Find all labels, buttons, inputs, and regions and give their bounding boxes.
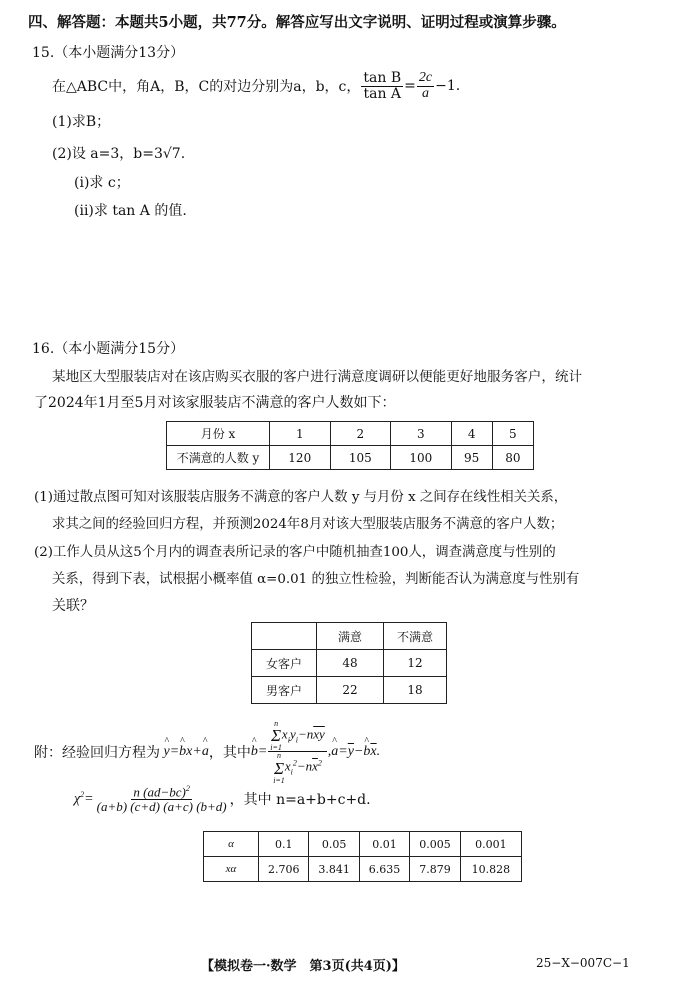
equals-sign: = <box>404 78 416 95</box>
chi-square-symbol: $\chi^2=$ <box>74 790 94 808</box>
table-cell: 不满意的人数 y <box>167 446 270 470</box>
table-cell: 5 <box>492 422 533 446</box>
q15-part1: (1)求B； <box>52 114 111 130</box>
appendix-prefix: 附：经验回归方程为 <box>34 744 160 761</box>
table-cell: 1 <box>270 422 331 446</box>
table-row <box>167 422 534 446</box>
table-cell: 2 <box>330 422 391 446</box>
q16-header: 16.（本小题满分15分） <box>32 341 185 357</box>
appendix-mid: ，其中 <box>208 744 251 761</box>
tan-ratio-numerator: tan B <box>363 70 402 86</box>
table-cell: 男客户 <box>252 677 317 704</box>
footer-page-info: 【模拟卷一·数学 第3页(共4页)】 <box>201 959 405 974</box>
q15-stem <box>52 71 460 101</box>
a-denominator: a <box>421 85 429 101</box>
table-cell: 0.01 <box>359 832 409 857</box>
critical-value-table <box>203 831 522 882</box>
chi-square-numerator: n $(ad-bc)^2$ <box>133 784 190 800</box>
table-cell: 0.001 <box>460 832 521 857</box>
table-cell: 0.005 <box>410 832 460 857</box>
table-cell: 女客户 <box>252 650 317 677</box>
q16-line1: 某地区大型服装店对在该店购买衣服的客户进行满意度调研以便能更好地服务客户，统计 <box>52 369 583 385</box>
satisfaction-gender-table <box>251 622 447 704</box>
q15-header: 15.（本小题满分13分） <box>32 45 185 61</box>
month-complaints-table <box>166 421 534 470</box>
table-cell: 满意 <box>317 623 384 650</box>
footer-code: 25−X−007C−1 <box>536 956 630 970</box>
table-cell: 80 <box>492 446 533 470</box>
2c-numerator: 2c <box>418 70 433 85</box>
table-row <box>252 677 447 704</box>
table-cell: 120 <box>270 446 331 470</box>
regression-equation-formula: y ^=b ^x+a ^ <box>160 744 209 760</box>
q16-part2-c: 关联？ <box>52 598 94 614</box>
appendix-regression <box>34 720 380 784</box>
chi-square-formula <box>74 785 371 814</box>
table-cell: 7.879 <box>410 857 460 882</box>
table-cell: 3 <box>391 422 452 446</box>
q15-part2-ii: (ⅱ)求 tan A 的值. <box>74 203 187 219</box>
q16-part1-b: 求其之间的经验回归方程，并预测2024年8月对该大型服装店服务不满意的客户人数； <box>52 517 564 532</box>
table-cell: α <box>204 832 259 857</box>
q15-stem-text: 在△ABC中，角A，B，C的对边分别为a，b，c， <box>52 79 361 96</box>
table-cell: 105 <box>330 446 391 470</box>
table-cell: 18 <box>384 677 447 704</box>
q16-part2-b: 关系，得到下表，试根据小概率值 α=0.01 的独立性检验，判断能否认为满意度与性别有 <box>52 572 580 587</box>
table-row <box>167 446 534 470</box>
table-row <box>204 832 522 857</box>
q15-part2-i: (ⅰ)求 c； <box>74 175 130 191</box>
q16-line2: 了2024年1月至5月对该家服装店不满意的客户人数如下： <box>34 395 396 411</box>
table-cell: 48 <box>317 650 384 677</box>
table-cell: 2.706 <box>259 857 309 882</box>
table-cell <box>252 623 317 650</box>
table-cell: 0.05 <box>309 832 359 857</box>
table-cell: xα <box>204 857 259 882</box>
table-cell: 6.635 <box>359 857 409 882</box>
section-title: 四、解答题：本题共5小题，共77分。解答应写出文字说明、证明过程或演算步骤。 <box>28 14 566 31</box>
tan-ratio-fraction <box>361 71 403 101</box>
chi-square-fraction <box>95 785 229 814</box>
table-cell: 3.841 <box>309 857 359 882</box>
q15-part2: (2)设 a=3，b=3√7. <box>52 146 186 162</box>
q16-part2-a: (2)工作人员从这5个月内的调查表所记录的客户中随机抽查100人，调查满意度与性别的 <box>34 545 556 560</box>
table-cell: 4 <box>451 422 492 446</box>
a-hat-formula: ,a $\^{}=\overline{y}-b$ $\^{}\overline{x}$. <box>328 744 380 760</box>
2c-over-a-fraction <box>417 71 434 101</box>
table-row <box>252 650 447 677</box>
tan-ratio-denominator: tan A <box>363 85 402 102</box>
q15-stem-tail: −1. <box>435 78 461 95</box>
table-cell: 95 <box>451 446 492 470</box>
table-cell: 100 <box>391 446 452 470</box>
table-cell: 10.828 <box>460 857 521 882</box>
table-cell: 月份 x <box>167 422 270 446</box>
table-cell: 0.1 <box>259 832 309 857</box>
b-hat-fraction <box>268 720 327 784</box>
b-hat-denominator: n Σ i=1 $x_i^2-n\overline{x}^2$ <box>273 751 322 785</box>
table-row <box>252 623 447 650</box>
table-cell: 不满意 <box>384 623 447 650</box>
chi-square-denominator: (a+b) (c+d) (a+c) (b+d) <box>96 798 227 814</box>
q16-part1-a: (1)通过散点图可知对该服装店服务不满意的客户人数 y 与月份 x 之间存在线性相关关系， <box>34 490 568 505</box>
b-hat-formula: b ^= <box>251 744 267 760</box>
b-hat-numerator: n Σ i=1 $x_iy_i-n\overline{x}\overline{y}$ <box>270 719 325 753</box>
table-cell: 12 <box>384 650 447 677</box>
table-row <box>204 857 522 882</box>
chi-square-tail: ，其中 n=a+b+c+d. <box>229 792 371 809</box>
table-cell: 22 <box>317 677 384 704</box>
